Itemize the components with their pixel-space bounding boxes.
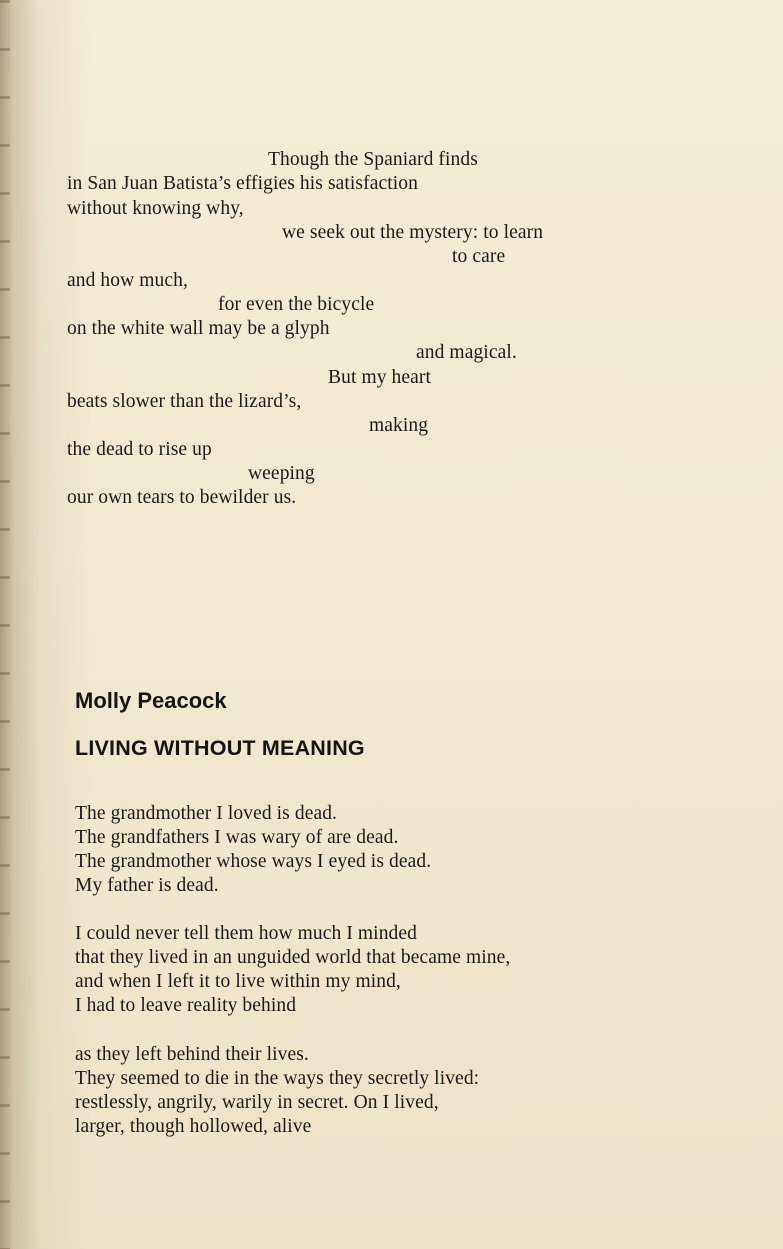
poem-line: for even the bicycle [218,294,375,315]
poem-line: without knowing why, [67,198,244,219]
poem-line: to care [452,246,506,267]
poem-line: that they lived in an unguided world that became mine, [75,947,511,968]
page-binding-edge [0,0,10,1249]
poem-line: and magical. [416,342,517,363]
poem-line: The grandfathers I was wary of are dead. [75,827,399,848]
poem-line: weeping [248,463,315,484]
poem-line: The grandmother whose ways I eyed is dead. [75,851,432,872]
poem-line: our own tears to bewilder us. [67,487,297,508]
poem-title: LIVING WITHOUT MEANING [75,736,365,760]
poem-line: My father is dead. [75,875,219,896]
poem-line: The grandmother I loved is dead. [75,803,338,824]
poem-line: as they left behind their lives. [75,1044,309,1065]
poem-line: the dead to rise up [67,439,212,460]
poem-line: and when I left it to live within my mind, [75,971,401,992]
poem-line: They seemed to die in the ways they secretly lived: [75,1068,480,1089]
poem-line: in San Juan Batista’s effigies his satisfaction [67,173,418,194]
poem-line: Though the Spaniard finds [268,149,478,170]
poem-line: making [369,415,429,436]
poem-author: Molly Peacock [75,688,227,713]
poem-line: we seek out the mystery: to learn [282,222,544,243]
poem-line: and how much, [67,270,188,291]
poem-line: I could never tell them how much I minded [75,923,418,944]
poem-line: beats slower than the lizard’s, [67,391,302,412]
poem-line: larger, though hollowed, alive [75,1116,312,1137]
poem-line: restlessly, angrily, warily in secret. On I lived, [75,1092,439,1113]
poem-line: But my heart [328,367,432,388]
poem-line: I had to leave reality behind [75,995,297,1016]
poem-line: on the white wall may be a glyph [67,318,330,339]
